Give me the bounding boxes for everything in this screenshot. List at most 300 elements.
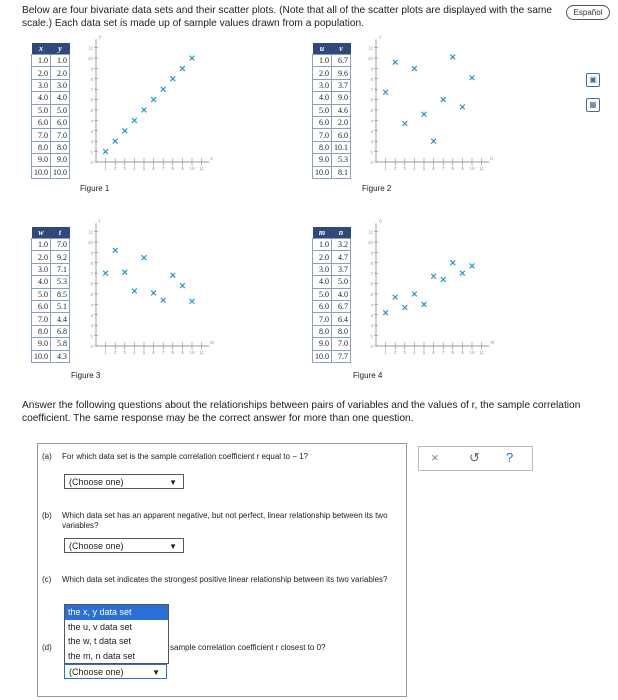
table-cell: 5.0 (332, 276, 351, 288)
data-point (180, 66, 185, 71)
question-c-label: (c) (42, 575, 52, 584)
y-tick-label: 1 (90, 333, 93, 339)
data-point (151, 97, 156, 102)
table-cell: 3.0 (32, 79, 51, 91)
data-point (103, 271, 108, 276)
data-point (470, 264, 475, 269)
data-table-uv (312, 43, 351, 179)
data-point (180, 283, 185, 288)
table-row (313, 154, 351, 166)
table-cell: 9.0 (332, 92, 351, 104)
figure-4-label: Figure 4 (353, 371, 383, 380)
x-axis-label: m (490, 340, 495, 346)
data-point (122, 128, 127, 133)
table-cell: 1.0 (313, 239, 332, 251)
data-point (170, 273, 175, 278)
table-row (313, 338, 351, 350)
x-tick-label: 11 (479, 166, 484, 171)
data-point (460, 271, 465, 276)
table-row (313, 104, 351, 116)
x-tick-label: 6 (152, 166, 155, 171)
undo-icon[interactable]: ↺ (469, 450, 480, 465)
data-point (383, 310, 388, 315)
y-axis-label: n (379, 218, 382, 225)
table-cell: 7.0 (313, 129, 332, 141)
x-tick-label: 1 (104, 166, 107, 171)
data-point (431, 139, 436, 144)
table-cell: 2.0 (51, 67, 70, 79)
table-row (313, 350, 351, 362)
scatter-plot-4 (362, 218, 495, 366)
y-tick-label: 1 (90, 149, 93, 155)
x-tick-label: 9 (181, 350, 184, 355)
table-cell: 5.3 (51, 276, 70, 288)
table-row (32, 338, 70, 350)
table-cell: 6.0 (313, 116, 332, 128)
y-tick-label: 11 (368, 229, 373, 235)
table-cell: 9.0 (51, 154, 70, 166)
table-row (313, 55, 351, 67)
table-cell: 5.0 (51, 104, 70, 116)
table-row (32, 129, 70, 141)
table-row (32, 116, 70, 128)
table-cell: 6.8 (51, 325, 70, 337)
dropdown-arrow-icon: ▼ (169, 542, 177, 551)
data-point (161, 298, 166, 303)
table-cell: 6.4 (332, 313, 351, 325)
x-tick-label: 1 (104, 350, 107, 355)
x-tick-label: 1 (384, 350, 387, 355)
y-tick-label: 5 (370, 292, 373, 297)
calculator-icon[interactable]: ▦ (586, 98, 600, 112)
x-tick-label: 2 (393, 350, 397, 355)
y-tick-label: 4 (90, 118, 93, 124)
data-point (460, 104, 465, 109)
table-cell: 10.0 (32, 350, 51, 362)
x-tick-label: 7 (441, 350, 445, 355)
y-tick-label: 6 (370, 97, 373, 103)
table-cell: 8.0 (51, 141, 70, 153)
table-cell: 4.6 (332, 104, 351, 116)
clear-icon[interactable]: × (431, 450, 439, 465)
table-cell: 9.0 (313, 154, 332, 166)
table-row (32, 313, 70, 325)
table-row (32, 276, 70, 288)
y-tick-label: 5 (90, 108, 93, 113)
question-d-text: sample correlation coefficient r closest to 0? (170, 643, 326, 652)
table-row (313, 79, 351, 91)
question-b-text: Which data set has an apparent negative, but not perfect, linear relationship between its two variables? (62, 511, 388, 530)
y-tick-label: 11 (368, 45, 373, 51)
data-point (450, 55, 455, 60)
table-cell: 4.4 (51, 313, 70, 325)
table-cell: 4.0 (32, 276, 51, 288)
table-cell: 5.0 (32, 104, 51, 116)
ebook-icon[interactable]: ▣ (586, 73, 600, 87)
y-tick-label: 7 (90, 87, 93, 93)
table-row (313, 129, 351, 141)
answer-c-dropdown-list[interactable] (64, 604, 169, 664)
table-cell: 9.6 (332, 67, 351, 79)
x-tick-label: 10 (189, 350, 195, 355)
x-tick-label: 2 (113, 350, 117, 355)
x-tick-label: 1 (384, 166, 387, 171)
y-tick-label: 3 (370, 128, 373, 134)
table-row (32, 141, 70, 153)
figure-2-label: Figure 2 (362, 184, 392, 193)
table-cell: 3.7 (332, 263, 351, 275)
question-b-label: (b) (42, 511, 52, 520)
table-row (313, 288, 351, 300)
x-axis-label: u (490, 156, 494, 162)
data-point (431, 274, 436, 279)
x-tick-label: 3 (403, 350, 407, 355)
table-cell: 1.0 (313, 55, 332, 67)
data-point (393, 60, 398, 65)
column-header: m (313, 227, 332, 239)
data-point (142, 108, 147, 113)
answer-d-value: (Choose one) (69, 667, 124, 677)
table-cell: 6.0 (313, 300, 332, 312)
dropdown-option[interactable]: the u, v data set (68, 621, 133, 632)
x-tick-label: 3 (123, 166, 127, 171)
y-tick-label: 8 (370, 260, 373, 266)
table-cell: 7.0 (32, 129, 51, 141)
data-point (142, 255, 147, 260)
table-row (313, 239, 351, 251)
data-point (441, 277, 446, 282)
table-row (313, 116, 351, 128)
table-row (32, 350, 70, 362)
table-row (313, 92, 351, 104)
y-tick-label: 7 (90, 271, 93, 277)
data-point (132, 288, 137, 293)
table-cell: 9.0 (32, 338, 51, 350)
table-row (32, 325, 70, 337)
table-cell: 7.0 (51, 239, 70, 251)
x-tick-label: 8 (171, 350, 175, 355)
table-cell: 7.1 (51, 263, 70, 275)
data-point (422, 302, 427, 307)
table-row (32, 92, 70, 104)
data-point (113, 139, 118, 144)
espanol-button[interactable]: Español (566, 5, 610, 20)
answer-a-select[interactable] (64, 474, 184, 489)
table-cell: 6.0 (32, 116, 51, 128)
table-cell: 5.3 (332, 154, 351, 166)
x-tick-label: 10 (469, 350, 475, 355)
x-tick-label: 8 (171, 166, 175, 171)
table-cell: 7.0 (51, 129, 70, 141)
table-cell: 8.0 (313, 325, 332, 337)
x-tick-label: 6 (432, 350, 435, 355)
table-cell: 4.3 (51, 350, 70, 362)
x-axis-label: w (210, 340, 214, 346)
table-cell: 3.0 (32, 263, 51, 275)
table-cell: 7.0 (332, 338, 351, 350)
table-row (32, 251, 70, 263)
y-tick-label: 9 (90, 250, 93, 256)
y-tick-label: 10 (87, 240, 93, 245)
y-tick-label: 3 (90, 128, 93, 134)
data-table-mn (312, 227, 351, 363)
y-tick-label: 3 (370, 312, 373, 318)
table-row (313, 263, 351, 275)
x-axis-label: x (210, 156, 213, 162)
column-header: w (32, 227, 51, 239)
y-tick-label: 8 (90, 76, 93, 82)
y-tick-label: 0 (370, 160, 373, 165)
help-icon[interactable]: ? (506, 450, 514, 465)
table-row (313, 325, 351, 337)
data-point (151, 291, 156, 296)
table-cell: 9.0 (313, 338, 332, 350)
table-row (32, 239, 70, 251)
answer-toolbox (418, 446, 533, 471)
y-tick-label: 4 (370, 302, 373, 308)
table-row (32, 79, 70, 91)
data-point (422, 112, 427, 117)
table-cell: 4.7 (332, 251, 351, 263)
table-cell: 2.0 (313, 67, 332, 79)
y-tick-label: 1 (370, 149, 373, 155)
table-cell: 4.0 (51, 92, 70, 104)
data-point (412, 66, 417, 71)
data-point (402, 305, 407, 310)
table-cell: 10.0 (313, 350, 332, 362)
y-tick-label: 6 (90, 97, 93, 103)
y-tick-label: 9 (370, 66, 373, 72)
table-row (32, 104, 70, 116)
data-table-wt (31, 227, 70, 363)
dropdown-option[interactable]: the w, t data set (68, 636, 132, 646)
dropdown-arrow-icon: ▼ (169, 478, 177, 487)
table-cell: 1.0 (32, 239, 51, 251)
table-cell: 7.7 (332, 350, 351, 362)
data-point (470, 75, 475, 80)
data-point (190, 56, 195, 61)
table-row (32, 300, 70, 312)
data-point (412, 292, 417, 297)
table-row (313, 300, 351, 312)
x-tick-label: 10 (469, 166, 475, 171)
x-tick-label: 6 (152, 350, 155, 355)
table-row (313, 276, 351, 288)
x-tick-label: 9 (461, 350, 464, 355)
x-tick-label: 10 (189, 166, 195, 171)
y-tick-label: 0 (90, 344, 93, 349)
table-row (32, 166, 70, 178)
table-cell: 5.0 (32, 288, 51, 300)
x-tick-label: 9 (181, 166, 184, 171)
x-tick-label: 4 (413, 166, 416, 171)
answer-b-value: (Choose one) (69, 541, 124, 551)
data-point (170, 76, 175, 81)
table-cell: 7.0 (313, 313, 332, 325)
table-row (32, 154, 70, 166)
table-cell: 4.0 (313, 276, 332, 288)
table-cell: 5.0 (313, 288, 332, 300)
table-cell: 8.0 (313, 141, 332, 153)
y-tick-label: 10 (87, 56, 93, 61)
figure-1-label: Figure 1 (80, 184, 110, 193)
column-header: t (51, 227, 70, 239)
x-tick-label: 3 (403, 166, 407, 171)
table-cell: 6.0 (332, 129, 351, 141)
data-point (441, 97, 446, 102)
question-intro: Answer the following questions about the relationships between pairs of variables and the values of r, the sample correlation coefficient. The same response may be the correct answer for more than one question. (22, 400, 581, 424)
data-point (113, 248, 118, 253)
answer-a-value: (Choose one) (69, 477, 124, 487)
x-tick-label: 8 (451, 350, 455, 355)
data-point (122, 270, 127, 275)
x-tick-label: 2 (393, 166, 397, 171)
column-header: y (51, 43, 70, 55)
scatter-plot-1 (82, 34, 213, 182)
table-cell: 3.0 (313, 79, 332, 91)
y-tick-label: 4 (90, 302, 93, 308)
intro-text: Below are four bivariate data sets and their scatter plots. (Note that all of the scatter plots are displayed with the same scale.) Each data set is made up of sample values drawn from a population. (22, 5, 553, 29)
answer-d-select[interactable] (64, 664, 167, 679)
table-cell: 2.0 (32, 251, 51, 263)
table-cell: 6.0 (32, 300, 51, 312)
table-cell: 1.0 (32, 55, 51, 67)
table-cell: 2.0 (332, 116, 351, 128)
data-point (132, 118, 137, 123)
dropdown-arrow-icon: ▼ (152, 668, 160, 677)
table-cell: 3.0 (313, 263, 332, 275)
table-cell: 4.0 (332, 288, 351, 300)
y-tick-label: 8 (370, 76, 373, 82)
table-cell: 3.7 (332, 79, 351, 91)
table-cell: 10.1 (332, 141, 351, 153)
table-cell: 3.0 (51, 79, 70, 91)
y-tick-label: 1 (370, 333, 373, 339)
column-header: n (332, 227, 351, 239)
scatter-plot-3 (82, 218, 214, 366)
y-tick-label: 5 (370, 108, 373, 113)
x-tick-label: 4 (133, 166, 136, 171)
table-cell: 9.0 (32, 154, 51, 166)
y-tick-label: 11 (88, 45, 93, 51)
y-tick-label: 8 (90, 260, 93, 266)
data-point (402, 121, 407, 126)
x-tick-label: 8 (451, 166, 455, 171)
table-cell: 4.0 (32, 92, 51, 104)
y-tick-label: 5 (90, 292, 93, 297)
table-cell: 5.1 (51, 300, 70, 312)
y-tick-label: 6 (370, 281, 373, 287)
y-tick-label: 2 (370, 323, 373, 329)
table-row (313, 313, 351, 325)
data-point (393, 295, 398, 300)
y-tick-label: 10 (367, 240, 373, 245)
y-tick-label: 9 (370, 250, 373, 256)
y-tick-label: 9 (90, 66, 93, 72)
data-table-xy (31, 43, 70, 179)
x-tick-label: 4 (413, 350, 416, 355)
y-tick-label: 6 (90, 281, 93, 287)
y-tick-label: 7 (370, 271, 373, 277)
x-tick-label: 7 (441, 166, 445, 171)
table-cell: 4.0 (313, 92, 332, 104)
y-axis-label: y (99, 34, 102, 41)
data-point (450, 260, 455, 265)
table-cell: 8.0 (32, 325, 51, 337)
y-tick-label: 2 (370, 139, 373, 145)
x-tick-label: 2 (113, 166, 117, 171)
x-tick-label: 3 (123, 350, 127, 355)
table-cell: 10.0 (51, 166, 70, 178)
table-cell: 7.0 (32, 313, 51, 325)
table-cell: 8.0 (332, 325, 351, 337)
x-tick-label: 9 (461, 166, 464, 171)
question-a-text: For which data set is the sample correlation coefficient r equal to − 1? (62, 452, 308, 461)
x-tick-label: 5 (422, 350, 426, 355)
table-row (313, 166, 351, 178)
table-cell: 6.7 (332, 300, 351, 312)
table-row (32, 67, 70, 79)
y-tick-label: 2 (90, 323, 93, 329)
table-cell: 5.8 (51, 338, 70, 350)
table-row (32, 263, 70, 275)
table-cell: 5.0 (313, 104, 332, 116)
table-cell: 8.5 (51, 288, 70, 300)
data-point (103, 149, 108, 154)
question-d-label: (d) (42, 643, 52, 652)
scatter-plot-2 (362, 34, 494, 182)
column-header: x (32, 43, 51, 55)
table-row (32, 55, 70, 67)
table-row (313, 67, 351, 79)
dropdown-option[interactable]: the x, y data set (65, 605, 168, 620)
dropdown-option[interactable]: the m, n data set (68, 650, 136, 661)
column-header: v (332, 43, 351, 55)
y-axis-label: t (99, 218, 101, 225)
data-point (190, 299, 195, 304)
x-tick-label: 11 (479, 350, 484, 355)
y-tick-label: 0 (90, 160, 93, 165)
x-tick-label: 6 (432, 166, 435, 171)
table-cell: 3.2 (332, 239, 351, 251)
x-tick-label: 11 (199, 166, 204, 171)
x-tick-label: 11 (199, 350, 204, 355)
y-tick-label: 10 (367, 56, 373, 61)
x-tick-label: 4 (133, 350, 136, 355)
y-tick-label: 4 (370, 118, 373, 124)
x-tick-label: 7 (161, 350, 165, 355)
table-cell: 10.0 (313, 166, 332, 178)
y-axis-label: v (379, 34, 382, 41)
y-tick-label: 7 (370, 87, 373, 93)
answer-b-select[interactable] (64, 538, 184, 553)
y-tick-label: 0 (370, 344, 373, 349)
table-cell: 6.0 (51, 116, 70, 128)
y-tick-label: 11 (88, 229, 93, 235)
x-tick-label: 5 (142, 350, 146, 355)
y-tick-label: 3 (90, 312, 93, 318)
x-tick-label: 7 (161, 166, 165, 171)
column-header: u (313, 43, 332, 55)
table-cell: 6.7 (332, 55, 351, 67)
table-row (32, 288, 70, 300)
table-cell: 8.0 (32, 141, 51, 153)
y-tick-label: 2 (90, 139, 93, 145)
table-row (313, 251, 351, 263)
data-point (383, 90, 388, 95)
figure-3-label: Figure 3 (71, 371, 101, 380)
question-a-label: (a) (42, 452, 52, 461)
